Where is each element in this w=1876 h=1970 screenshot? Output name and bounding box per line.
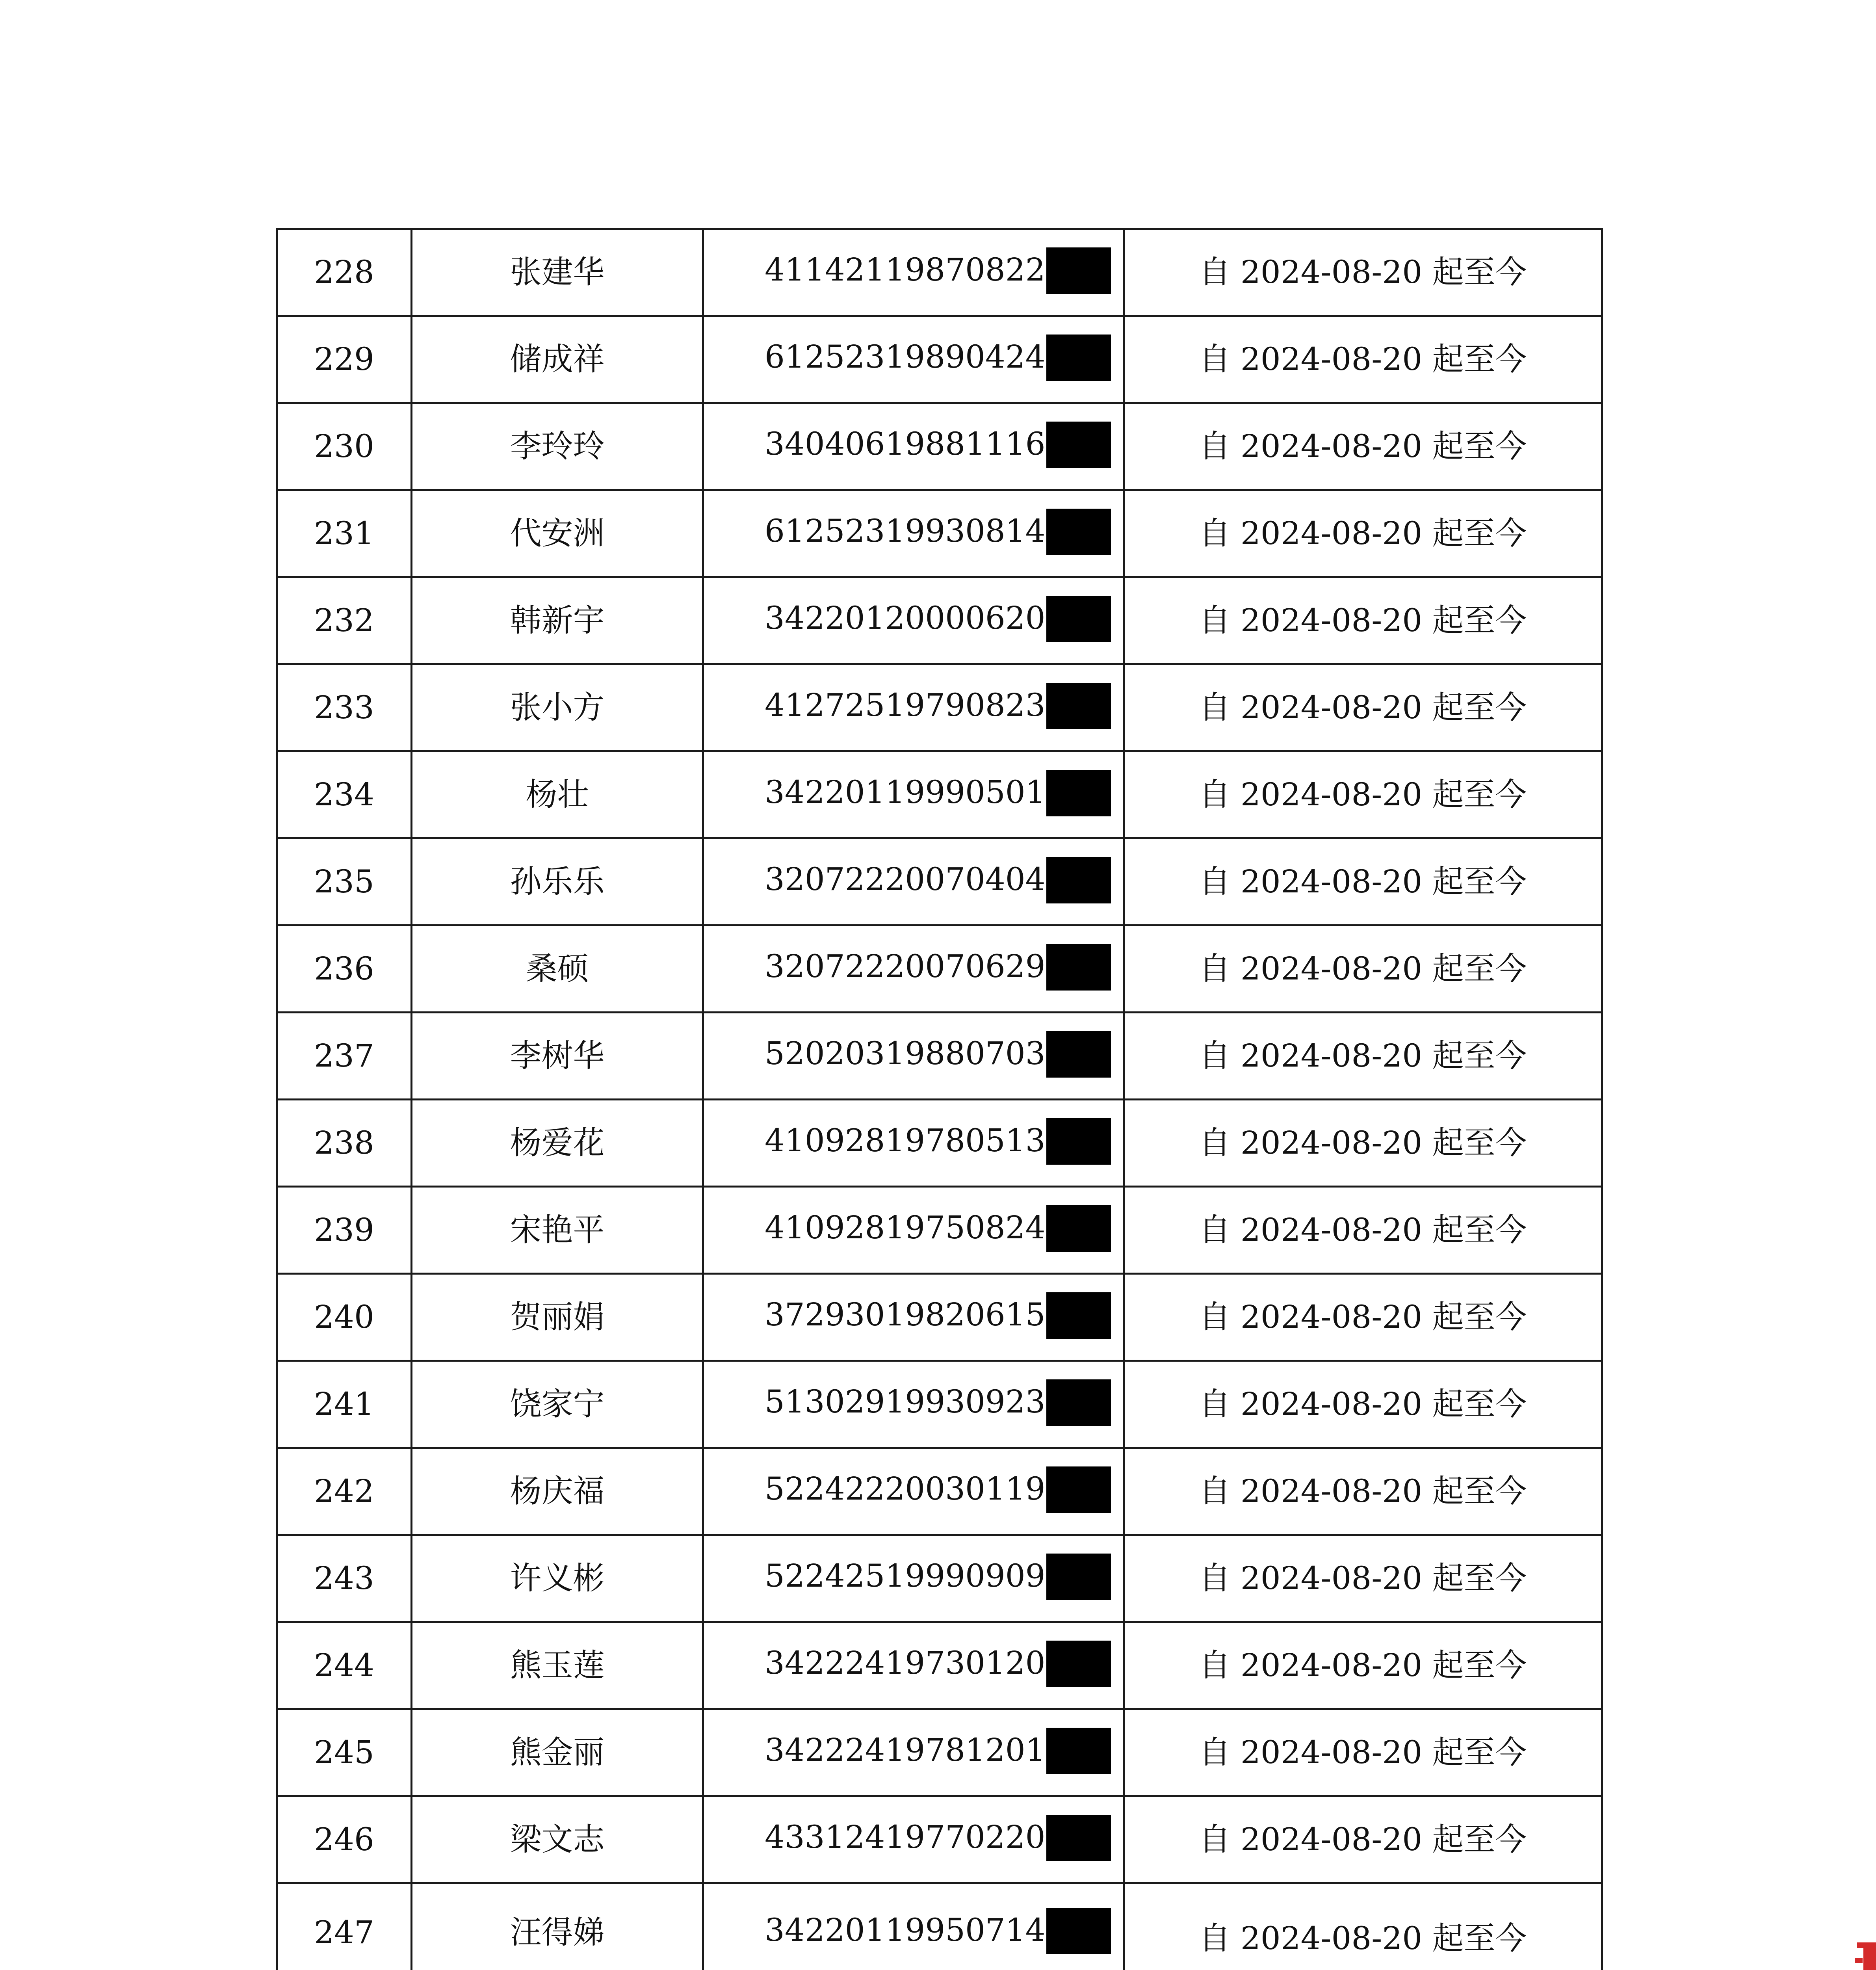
redaction-block-icon <box>1046 596 1111 642</box>
red-seal-icon <box>1852 1942 1876 1970</box>
redaction-block-icon <box>1046 1815 1111 1861</box>
id-number-visible: 34040619881116 <box>765 426 1046 462</box>
table-row <box>277 1709 1602 1796</box>
table-row <box>277 1187 1602 1274</box>
validity-term: 自 2024-08-20 起至今 <box>1124 751 1602 838</box>
row-number: 245 <box>277 1709 412 1796</box>
validity-term: 自 2024-08-20 起至今 <box>1124 664 1602 751</box>
validity-term: 自 2024-08-20 起至今 <box>1124 1187 1602 1274</box>
id-number-visible: 52020319880703 <box>765 1035 1046 1072</box>
table-row <box>277 1013 1602 1100</box>
row-number: 247 <box>277 1883 412 1970</box>
row-number: 235 <box>277 838 412 926</box>
redaction-block-icon <box>1046 509 1111 555</box>
id-number-visible: 52242220030119 <box>765 1470 1046 1507</box>
id-number-visible: 34222419781201 <box>765 1732 1046 1768</box>
row-number: 241 <box>277 1361 412 1448</box>
id-number-cell <box>703 316 1124 403</box>
id-number-visible: 34220120000620 <box>765 600 1046 636</box>
redaction-block-icon <box>1046 1118 1111 1165</box>
person-name: 梁文志 <box>412 1796 703 1883</box>
records-body <box>277 229 1602 1970</box>
row-number: 240 <box>277 1274 412 1361</box>
table-row <box>277 1361 1602 1448</box>
table-row <box>277 1883 1602 1970</box>
table-row <box>277 1535 1602 1622</box>
id-number-visible: 41092819750824 <box>765 1209 1046 1246</box>
redaction-block-icon <box>1046 1908 1111 1954</box>
id-number-visible: 34220119990501 <box>765 774 1046 810</box>
validity-term: 自 2024-08-20 起至今 <box>1124 1709 1602 1796</box>
person-name: 杨庆福 <box>412 1448 703 1535</box>
person-name: 熊金丽 <box>412 1709 703 1796</box>
id-number-cell <box>703 1709 1124 1796</box>
row-number: 230 <box>277 403 412 490</box>
id-number-visible: 41092819780513 <box>765 1122 1046 1159</box>
id-number-cell <box>703 1274 1124 1361</box>
validity-term: 自 2024-08-20 起至今 <box>1124 403 1602 490</box>
validity-term: 自 2024-08-20 起至今 <box>1124 1013 1602 1100</box>
table-row <box>277 1622 1602 1709</box>
validity-term: 自 2024-08-20 起至今 <box>1124 1535 1602 1622</box>
id-number-cell <box>703 490 1124 577</box>
redaction-block-icon <box>1046 1205 1111 1252</box>
row-number: 238 <box>277 1100 412 1187</box>
validity-term: 自 2024-08-20 起至今 <box>1124 1622 1602 1709</box>
id-number-visible: 61252319930814 <box>765 513 1046 549</box>
validity-term: 自 2024-08-20 起至今 <box>1124 1361 1602 1448</box>
row-number: 237 <box>277 1013 412 1100</box>
table-row <box>277 403 1602 490</box>
id-number-visible: 41272519790823 <box>765 687 1046 723</box>
row-number: 231 <box>277 490 412 577</box>
id-number-cell <box>703 1883 1124 1970</box>
person-name: 许义彬 <box>412 1535 703 1622</box>
id-number-visible: 51302919930923 <box>765 1383 1046 1420</box>
person-name: 汪得娣 <box>412 1883 703 1970</box>
id-number-cell <box>703 664 1124 751</box>
person-name: 李玲玲 <box>412 403 703 490</box>
validity-term: 自 2024-08-20 起至今 <box>1124 577 1602 664</box>
validity-term: 自 2024-08-20 起至今 <box>1124 316 1602 403</box>
redaction-block-icon <box>1046 1379 1111 1426</box>
row-number: 232 <box>277 577 412 664</box>
table-row <box>277 1274 1602 1361</box>
validity-term: 自 2024-08-20 起至今 <box>1124 1448 1602 1535</box>
records-table <box>276 228 1603 1970</box>
row-number: 239 <box>277 1187 412 1274</box>
redaction-block-icon <box>1046 422 1111 468</box>
redaction-block-icon <box>1046 335 1111 381</box>
redaction-block-icon <box>1046 1728 1111 1774</box>
person-name: 孙乐乐 <box>412 838 703 926</box>
id-number-cell <box>703 1187 1124 1274</box>
id-number-cell <box>703 1796 1124 1883</box>
id-number-visible: 32072220070404 <box>765 861 1046 898</box>
id-number-cell <box>703 751 1124 838</box>
person-name: 饶家宁 <box>412 1361 703 1448</box>
row-number: 244 <box>277 1622 412 1709</box>
person-name: 代安洲 <box>412 490 703 577</box>
row-number: 236 <box>277 926 412 1013</box>
table-row <box>277 838 1602 926</box>
validity-term: 自 2024-08-20 起至今 <box>1124 229 1602 316</box>
table-row <box>277 751 1602 838</box>
row-number: 243 <box>277 1535 412 1622</box>
id-number-cell <box>703 1622 1124 1709</box>
person-name: 桑硕 <box>412 926 703 1013</box>
validity-term: 自 2024-08-20 起至今 <box>1124 1100 1602 1187</box>
redaction-block-icon <box>1046 247 1111 294</box>
id-number-cell <box>703 1361 1124 1448</box>
redaction-block-icon <box>1046 857 1111 903</box>
id-number-visible: 61252319890424 <box>765 338 1046 375</box>
table-row <box>277 1448 1602 1535</box>
id-number-visible: 34222419730120 <box>765 1645 1046 1681</box>
id-number-visible: 52242519990909 <box>765 1557 1046 1594</box>
validity-term: 自 2024-08-20 起至今 <box>1124 1796 1602 1883</box>
id-number-visible: 37293019820615 <box>765 1296 1046 1333</box>
id-number-cell <box>703 838 1124 926</box>
person-name: 韩新宇 <box>412 577 703 664</box>
person-name: 张小方 <box>412 664 703 751</box>
id-number-cell <box>703 926 1124 1013</box>
table-row <box>277 1796 1602 1883</box>
validity-term: 自 2024-08-20 起至今 <box>1124 1274 1602 1361</box>
person-name: 李树华 <box>412 1013 703 1100</box>
row-number: 233 <box>277 664 412 751</box>
validity-term: 自 2024-08-20 起至今 <box>1124 838 1602 926</box>
redaction-block-icon <box>1046 1466 1111 1513</box>
person-name: 杨爱花 <box>412 1100 703 1187</box>
table-row <box>277 577 1602 664</box>
redaction-block-icon <box>1046 770 1111 816</box>
id-number-visible: 32072220070629 <box>765 948 1046 985</box>
person-name: 杨壮 <box>412 751 703 838</box>
id-number-cell <box>703 1013 1124 1100</box>
redaction-block-icon <box>1046 1641 1111 1687</box>
table-row <box>277 664 1602 751</box>
redaction-block-icon <box>1046 1554 1111 1600</box>
validity-term: 自 2024-08-20 起至今 <box>1124 1883 1602 1970</box>
id-number-visible: 34220119950714 <box>765 1912 1046 1948</box>
table-row <box>277 926 1602 1013</box>
id-number-cell <box>703 577 1124 664</box>
person-name: 储成祥 <box>412 316 703 403</box>
table-row <box>277 229 1602 316</box>
row-number: 228 <box>277 229 412 316</box>
table-row <box>277 1100 1602 1187</box>
id-number-visible: 41142119870822 <box>765 251 1046 288</box>
id-number-visible: 43312419770220 <box>765 1819 1046 1855</box>
table-row <box>277 316 1602 403</box>
redaction-block-icon <box>1046 944 1111 991</box>
row-number: 234 <box>277 751 412 838</box>
redaction-block-icon <box>1046 683 1111 729</box>
person-name: 贺丽娟 <box>412 1274 703 1361</box>
id-number-cell <box>703 1448 1124 1535</box>
id-number-cell <box>703 403 1124 490</box>
validity-term: 自 2024-08-20 起至今 <box>1124 926 1602 1013</box>
validity-term: 自 2024-08-20 起至今 <box>1124 490 1602 577</box>
person-name: 熊玉莲 <box>412 1622 703 1709</box>
id-number-cell <box>703 229 1124 316</box>
row-number: 229 <box>277 316 412 403</box>
table-row <box>277 490 1602 577</box>
id-number-cell <box>703 1100 1124 1187</box>
row-number: 242 <box>277 1448 412 1535</box>
redaction-block-icon <box>1046 1292 1111 1339</box>
row-number: 246 <box>277 1796 412 1883</box>
person-name: 张建华 <box>412 229 703 316</box>
redaction-block-icon <box>1046 1031 1111 1078</box>
id-number-cell <box>703 1535 1124 1622</box>
person-name: 宋艳平 <box>412 1187 703 1274</box>
